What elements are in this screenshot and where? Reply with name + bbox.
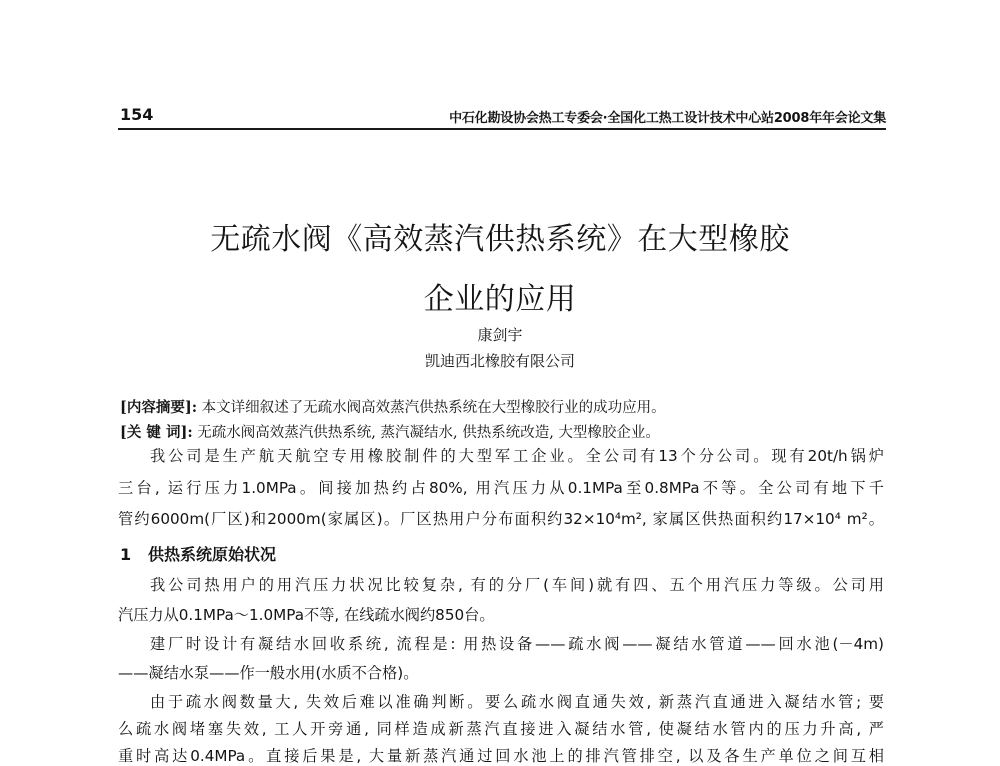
paragraph-1-line-1: 我公司是生产航天航空专用橡胶制件的大型军工企业。全公司有13个分公司。现有20t/h锅炉	[150, 447, 884, 465]
paragraph-1-line-2: 三台, 运行压力1.0MPa。间接加热约占80%, 用汽压力从0.1MPa至0.8MPa不等。全公司有地下千	[118, 479, 884, 497]
author-organization: 凯迪西北橡胶有限公司	[424, 352, 575, 370]
paragraph-4-line-2: 么疏水阀堵塞失效, 工人开旁通, 同样造成新蒸汽直接进入凝结水管, 使凝结水管内的压力升高, 严	[118, 720, 884, 738]
paragraph-4-line-1: 由于疏水阀数量大, 失效后难以准确判断。要么疏水阀直通失效, 新蒸汽直通进入凝结水管; 要	[150, 693, 884, 711]
page-number: 154	[120, 105, 154, 124]
abstract-text: 本文详细叙述了无疏水阀高效蒸汽供热系统在大型橡胶行业的成功应用。	[197, 400, 666, 416]
section-heading-1	[120, 542, 276, 565]
keywords-label: [关 键 词]:	[120, 424, 193, 441]
section-title: 供热系统原始状况	[148, 545, 277, 564]
keywords	[120, 421, 660, 442]
running-header	[118, 104, 886, 130]
journal-title: 中石化勘设协会热工专委会·全国化工热工设计技术中心站2008年年会论文集	[449, 111, 886, 126]
abstract	[120, 396, 666, 417]
author-name: 康剑宇	[477, 326, 523, 344]
paragraph-3-line-1: 建厂时设计有凝结水回收系统, 流程是: 用热设备——疏水阀——凝结水管道——回水池(－4m)	[150, 635, 884, 653]
abstract-label: [内容摘要]:	[120, 399, 198, 416]
article-title-line-2: 企业的应用	[423, 282, 577, 317]
paragraph-3-line-2: ——凝结水泵——作一般水用(水质不合格)。	[118, 664, 419, 682]
keywords-text: 无疏水阀高效蒸汽供热系统, 蒸汽凝结水, 供热系统改造, 大型橡胶企业。	[192, 425, 660, 441]
paragraph-4-line-3: 重时高达0.4MPa。直接后果是, 大量新蒸汽通过回水池上的排汽管排空, 以及各生产单位之间互相	[118, 747, 884, 765]
article-title-line-1: 无疏水阀《高效蒸汽供热系统》在大型橡胶	[210, 222, 790, 257]
section-number: 1	[120, 545, 132, 564]
paragraph-2-line-1: 我公司热用户的用汽压力状况比较复杂, 有的分厂(车间)就有四、五个用汽压力等级。公司用	[150, 576, 884, 594]
paragraph-2-line-2: 汽压力从0.1MPa～1.0MPa不等, 在线疏水阀约850台。	[118, 606, 495, 624]
paragraph-1-line-3: 管约6000m(厂区)和2000m(家属区)。厂区热用户分布面积约32×10⁴m², 家属区供热面积约17×10⁴ m²。	[118, 510, 884, 528]
